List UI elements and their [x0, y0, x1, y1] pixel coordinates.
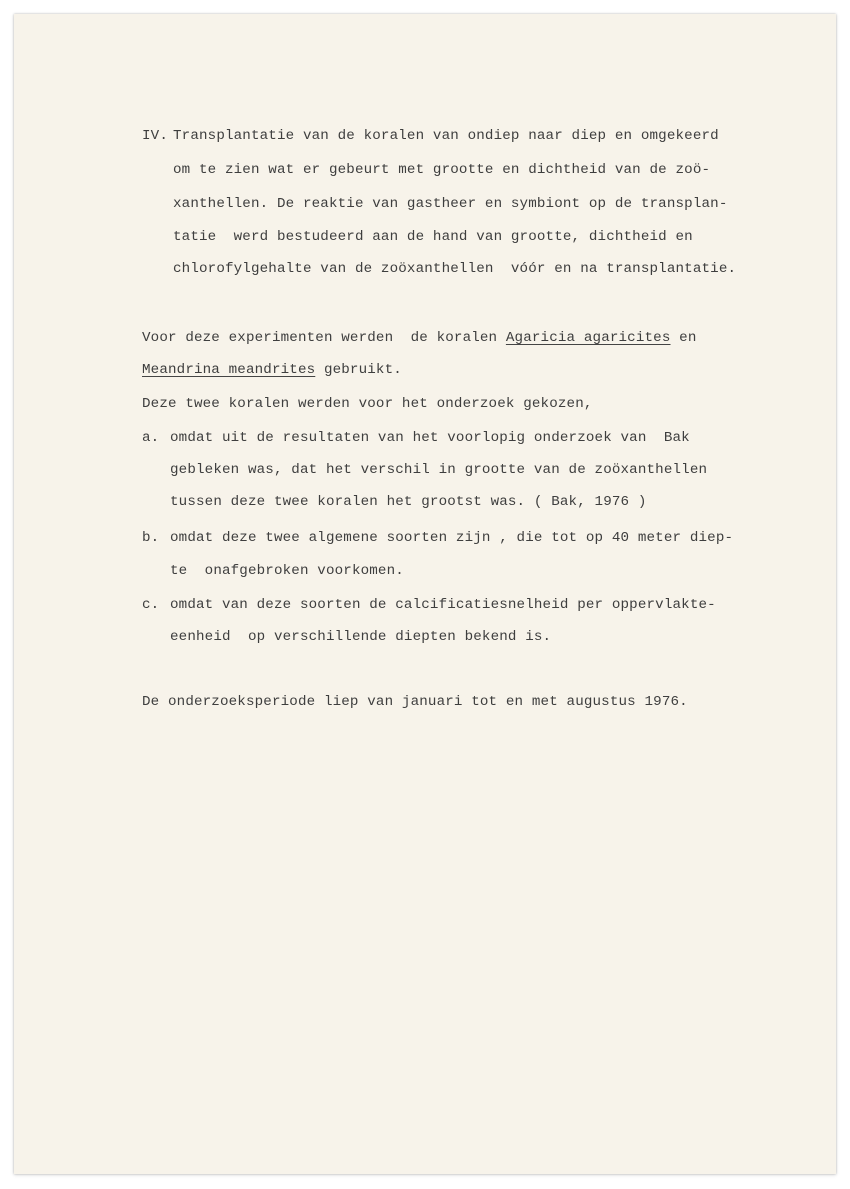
reason-a-line-3: tussen deze twee koralen het grootst was. ( Bak, 1976 ) [170, 494, 647, 510]
reason-c-line-2: eenheid op verschillende diepten bekend is. [170, 629, 552, 645]
reason-a-line-2: gebleken was, dat het verschil in grootte van de zoöxanthellen [170, 462, 708, 478]
experiments-post: en [670, 330, 697, 346]
section-line-4: tatie werd bestudeerd aan de hand van grootte, dichtheid en [173, 229, 693, 245]
species-meandrina: Meandrina meandrites [142, 362, 316, 378]
section-line-2: om te zien wat er gebeurt met grootte en dichtheid van de zoö- [173, 162, 711, 178]
reason-b-marker: b. [142, 530, 160, 546]
section-label: IV. [142, 128, 168, 144]
experiments-line-2 [142, 362, 402, 378]
reason-a-line-1: omdat uit de resultaten van het voorlopig onderzoek van Bak [170, 430, 690, 446]
reason-c-marker: c. [142, 597, 160, 613]
section-line-1: Transplantatie van de koralen van ondiep naar diep en omgekeerd [173, 128, 719, 144]
reason-b-line-2: te onafgebroken voorkomen. [170, 563, 404, 579]
experiments-line-1 [142, 330, 697, 346]
period-sentence: De onderzoeksperiode liep van januari tot en met augustus 1976. [142, 694, 688, 710]
reason-intro: Deze twee koralen werden voor het onderzoek gekozen, [142, 396, 593, 412]
experiments-post2: gebruikt. [315, 362, 402, 378]
reason-c-line-1: omdat van deze soorten de calcificatiesnelheid per oppervlakte- [170, 597, 716, 613]
document-page [14, 14, 836, 1174]
reason-a-marker: a. [142, 430, 160, 446]
reason-b-line-1: omdat deze twee algemene soorten zijn , die tot op 40 meter diep- [170, 530, 734, 546]
species-agaricia: Agaricia agaricites [505, 330, 671, 346]
section-line-5: chlorofylgehalte van de zoöxanthellen vóór en na transplantatie. [173, 261, 737, 277]
section-line-3: xanthellen. De reaktie van gastheer en symbiont op de transplan- [173, 196, 728, 212]
experiments-pre: Voor deze experimenten werden de koralen [142, 330, 506, 346]
